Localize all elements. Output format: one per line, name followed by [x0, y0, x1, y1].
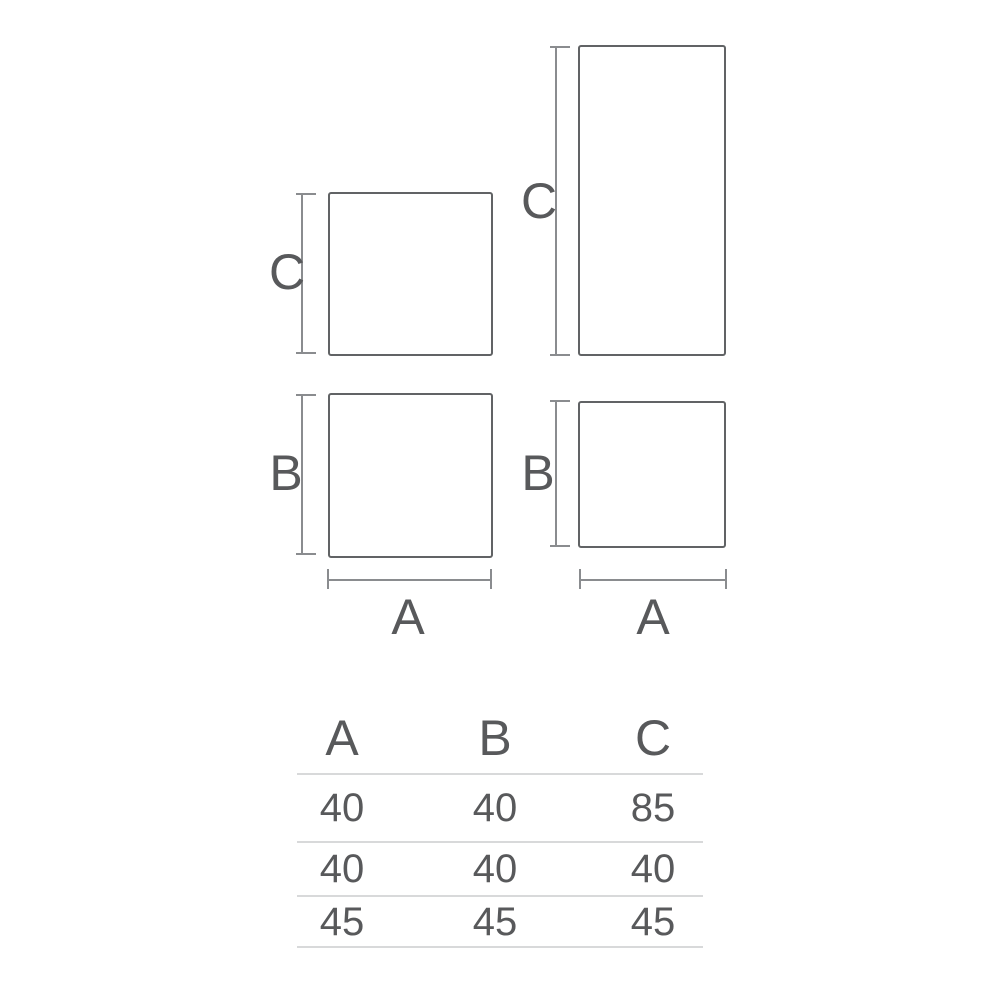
dim-label-a-right: A	[636, 589, 670, 645]
cell-b: 40	[472, 786, 518, 830]
outline-box-tall-rect-c	[578, 45, 726, 356]
cell-c: 40	[630, 847, 676, 891]
dim-label-c-small: C	[268, 244, 306, 300]
cell-a: 45	[319, 899, 365, 944]
cell-c: 85	[630, 786, 676, 830]
dimension-cap	[550, 545, 570, 547]
cell-a: 40	[319, 847, 365, 891]
dim-label-a-left: A	[391, 589, 425, 645]
dimension-cap	[490, 569, 492, 589]
dimension-cap	[579, 569, 581, 589]
table-row	[297, 843, 703, 897]
dimension-cap	[296, 394, 316, 396]
col-header-c: C	[634, 710, 672, 766]
table-row	[297, 897, 703, 948]
dim-label-b-right: B	[521, 445, 555, 501]
outline-box-small-square-c	[328, 192, 493, 356]
dimension-cap	[296, 352, 316, 354]
cell-b: 45	[472, 899, 518, 944]
spec-table-header-row	[297, 703, 703, 775]
cell-a: 40	[319, 786, 365, 830]
dimension-line-a-right	[579, 579, 727, 581]
dimension-cap	[550, 400, 570, 402]
dimension-cap	[296, 553, 316, 555]
table-row	[297, 775, 703, 843]
col-header-a: A	[325, 710, 359, 766]
dim-label-c-tall: C	[520, 173, 558, 229]
dim-label-b-left: B	[269, 445, 303, 501]
dimension-line-a-left	[327, 579, 492, 581]
dimension-cap	[725, 569, 727, 589]
dimension-cap	[296, 193, 316, 195]
col-header-b: B	[478, 710, 512, 766]
outline-box-square-b-left	[328, 393, 493, 558]
outline-box-square-b-right	[578, 401, 726, 548]
dimension-line-b-right	[555, 400, 557, 547]
dimension-cap	[550, 354, 570, 356]
cell-b: 40	[472, 847, 518, 891]
dimension-cap	[550, 46, 570, 48]
cell-c: 45	[630, 899, 676, 944]
dimension-cap	[327, 569, 329, 589]
spec-table	[297, 703, 703, 948]
